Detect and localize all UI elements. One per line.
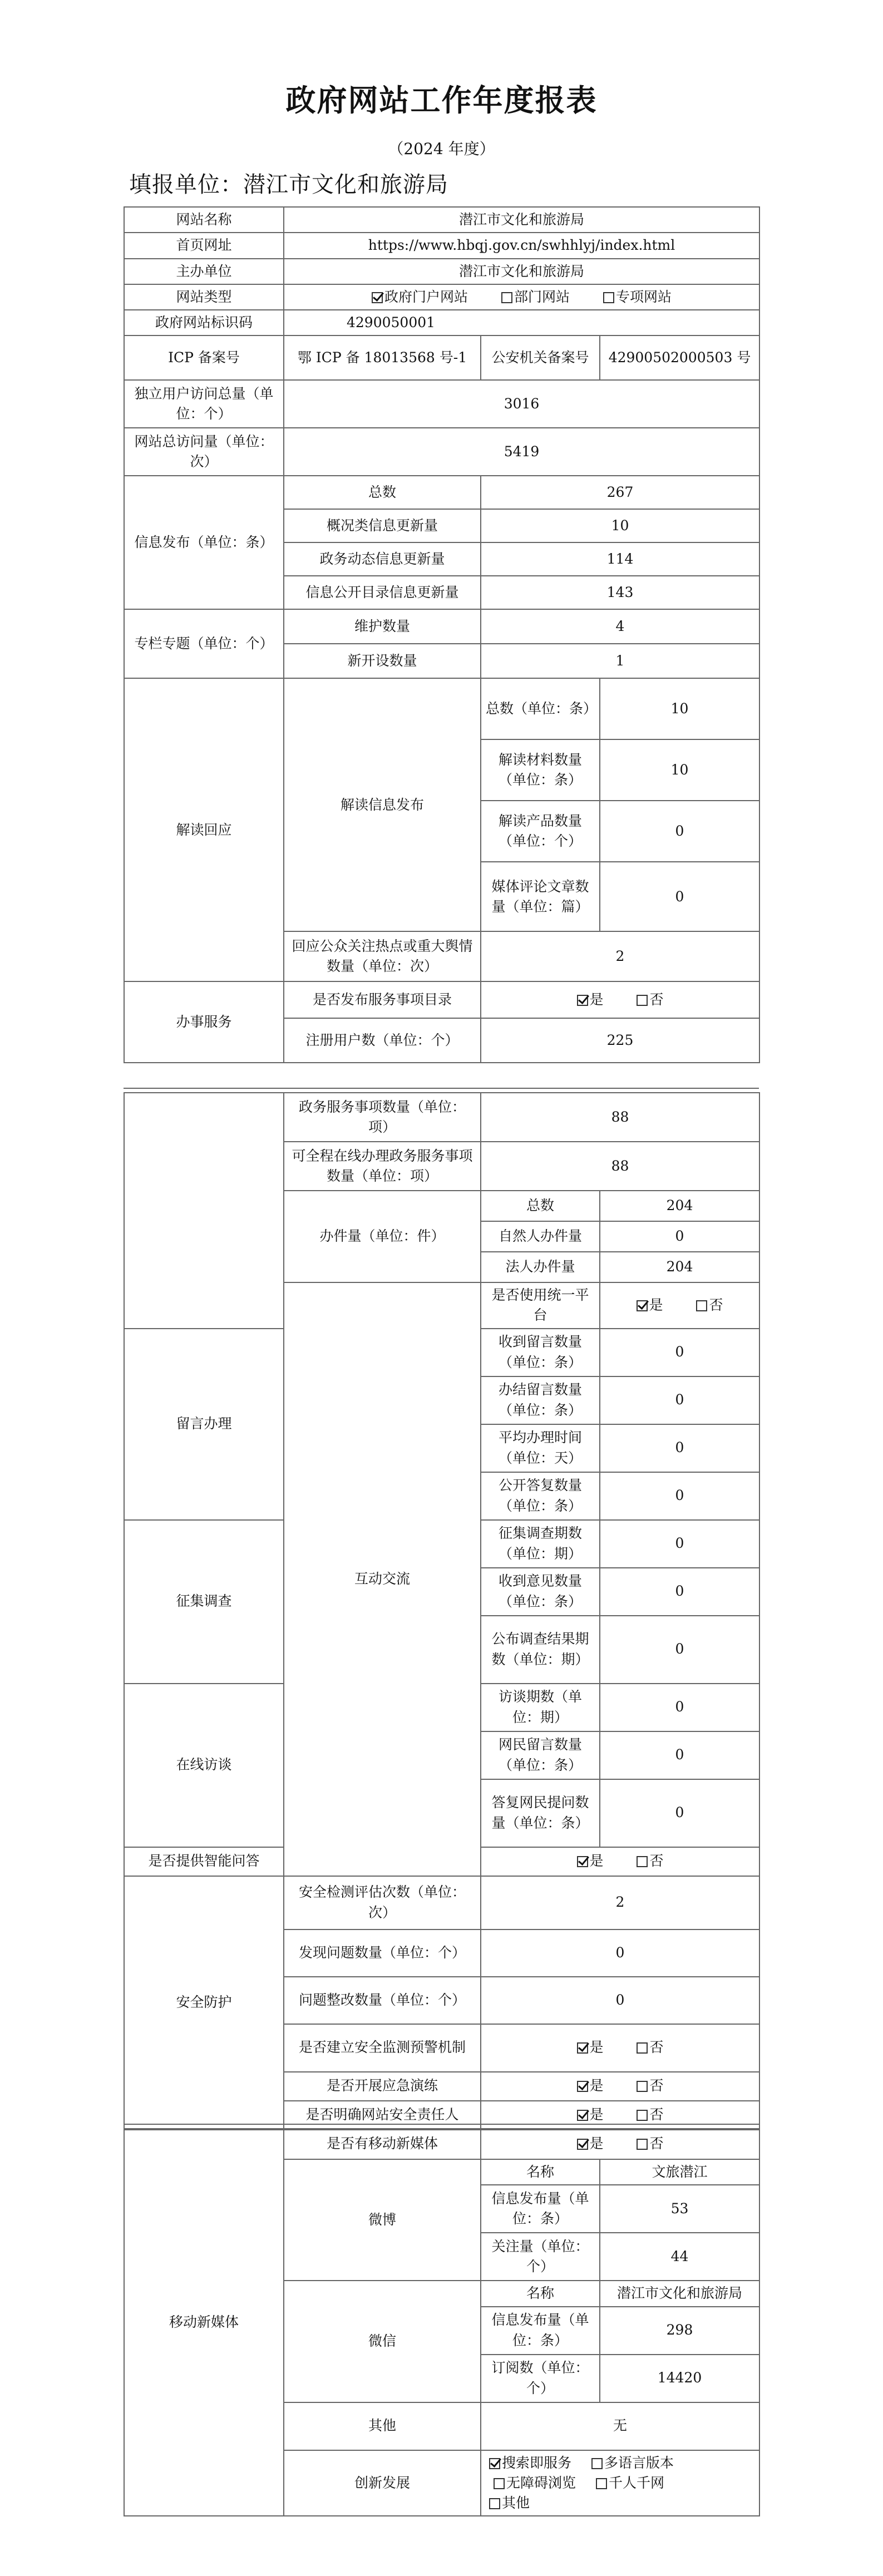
checkbox-icon (596, 2478, 607, 2489)
yes-option[interactable] (577, 2076, 604, 2096)
smart-qa-options (481, 1847, 759, 1876)
survey-row-label: 收到意见数量（单位：条） (481, 1568, 600, 1616)
report-year: （2024 年度） (388, 140, 495, 158)
warn-options (481, 2024, 759, 2072)
checked-box-icon (577, 1856, 588, 1867)
msg-label: 留言办理 (124, 1329, 284, 1520)
yes-option[interactable] (577, 2105, 604, 2125)
items-label: 政务服务事项数量（单位：项） (284, 1093, 481, 1142)
catalog-label: 是否发布服务事项目录 (284, 981, 481, 1018)
msg-row-label: 平均办理时间（单位：天） (481, 1424, 600, 1472)
checkbox-icon (637, 995, 648, 1006)
handle-row-label: 总数 (481, 1191, 600, 1221)
interact-label: 互动交流 (284, 1282, 481, 1876)
pv-label: 网站总访问量（单位：次） (124, 428, 284, 476)
checked-box-icon (637, 1300, 648, 1311)
online-value: 88 (481, 1142, 759, 1191)
interpret-row-value: 10 (600, 678, 759, 739)
handle-row-value: 204 (600, 1191, 759, 1221)
checked-box-icon (372, 292, 383, 303)
report-table-part-3 (124, 2128, 760, 2516)
innovate-options (481, 2450, 759, 2516)
report-title: 政府网站工作年度报表 (285, 82, 598, 118)
info-row-value: 267 (481, 476, 759, 509)
platform-options (600, 1282, 759, 1329)
column-topic-label: 专栏专题（单位：个） (124, 609, 284, 678)
survey-row-label: 公布调查结果期数（单位：期） (481, 1616, 600, 1684)
option-label: 否 (649, 991, 664, 1008)
talk-row-value: 0 (600, 1779, 759, 1847)
uv-value: 3016 (284, 380, 759, 428)
fix-label: 问题整改数量（单位：个） (284, 1977, 481, 2024)
service-label-cont (124, 1093, 284, 1329)
sponsor-label: 主办单位 (124, 259, 284, 284)
interpret-row-value: 0 (600, 801, 759, 862)
weibo-row-value: 53 (600, 2185, 759, 2233)
fix-value: 0 (481, 1977, 759, 2024)
innovate-option-personalized[interactable] (596, 2473, 664, 2493)
interpret-sub-label: 解读信息发布 (284, 678, 481, 931)
interpret-label: 解读回应 (124, 678, 284, 981)
checkbox-icon (501, 292, 512, 303)
checked-box-icon (577, 2139, 588, 2150)
service-label: 办事服务 (124, 981, 284, 1063)
option-label: 是 (649, 1297, 663, 1314)
site-id-value: 4290050001 (284, 310, 759, 335)
option-label: 是 (589, 2106, 604, 2123)
info-row-label: 信息公开目录信息更新量 (284, 576, 481, 609)
talk-label: 在线访谈 (124, 1684, 284, 1847)
checked-box-icon (489, 2458, 500, 2469)
msg-row-value: 0 (600, 1376, 759, 1424)
interpret-row-value: 0 (600, 862, 759, 931)
talk-row-label: 答复网民提问数量（单位：条） (481, 1779, 600, 1847)
column-row-value: 1 (481, 644, 759, 678)
has-media-options (481, 2129, 759, 2159)
talk-row-label: 访谈期数（单位：期） (481, 1684, 600, 1731)
innovate-option-other[interactable] (489, 2493, 530, 2513)
sponsor-value: 潜江市文化和旅游局 (284, 259, 759, 284)
info-publish-label: 信息发布（单位：条） (124, 476, 284, 609)
users-label: 注册用户数（单位：个） (284, 1018, 481, 1063)
option-label: 否 (649, 2077, 664, 2094)
wechat-row-label: 名称 (481, 2281, 600, 2306)
police-record-label: 公安机关备案号 (481, 335, 600, 380)
wechat-row-value: 298 (600, 2307, 759, 2355)
hot-response-label: 回应公众关注热点或重大舆情数量（单位：次） (284, 931, 481, 981)
weibo-row-value: 文旅潜江 (600, 2159, 759, 2185)
survey-label: 征集调查 (124, 1520, 284, 1684)
checkbox-icon (489, 2498, 500, 2509)
checkbox-icon (603, 292, 614, 303)
option-label: 搜索即服务 (502, 2454, 572, 2471)
responsible-label: 是否明确网站安全责任人 (284, 2101, 481, 2130)
option-label: 否 (649, 1853, 664, 1869)
column-row-label: 新开设数量 (284, 644, 481, 678)
icp-value: 鄂 ICP 备 18013568 号-1 (284, 335, 481, 380)
no-option[interactable] (637, 1851, 663, 1871)
responsible-options (481, 2101, 759, 2130)
catalog-options (481, 981, 759, 1018)
handle-row-label: 自然人办件量 (481, 1221, 600, 1252)
interpret-row-label: 解读材料数量（单位：条） (481, 739, 600, 801)
no-option[interactable] (637, 2134, 663, 2154)
yes-option[interactable] (577, 2037, 604, 2057)
yes-option[interactable] (577, 1851, 604, 1871)
talk-row-value: 0 (600, 1684, 759, 1731)
weibo-row-label: 关注量（单位：个） (481, 2233, 600, 2281)
info-row-label: 政务动态信息更新量 (284, 542, 481, 576)
msg-row-label: 公开答复数量（单位：条） (481, 1472, 600, 1520)
online-label: 可全程在线办理政务服务事项数量（单位：项） (284, 1142, 481, 1191)
option-label: 政府门户网站 (384, 288, 468, 305)
type-option-special[interactable] (603, 287, 672, 307)
option-label: 否 (709, 1297, 723, 1314)
option-label: 否 (649, 2106, 664, 2123)
no-option[interactable] (637, 990, 663, 1010)
option-label: 专项网站 (615, 288, 672, 305)
msg-row-value: 0 (600, 1472, 759, 1520)
has-media-label: 是否有移动新媒体 (284, 2129, 481, 2159)
found-value: 0 (481, 1929, 759, 1977)
found-label: 发现问题数量（单位：个） (284, 1929, 481, 1977)
site-id-label: 政府网站标识码 (124, 310, 284, 335)
type-option-portal[interactable] (372, 287, 468, 307)
weibo-row-label: 名称 (481, 2159, 600, 2185)
msg-row-value: 0 (600, 1329, 759, 1376)
users-value: 225 (481, 1018, 759, 1063)
survey-row-value: 0 (600, 1568, 759, 1616)
handle-row-label: 法人办件量 (481, 1252, 600, 1282)
msg-row-value: 0 (600, 1424, 759, 1472)
option-label: 是 (589, 991, 604, 1008)
icp-label: ICP 备案号 (124, 335, 284, 380)
yes-option[interactable] (577, 990, 604, 1010)
innovate-option-search[interactable] (489, 2453, 571, 2473)
checked-box-icon (577, 2081, 588, 2092)
type-option-department[interactable] (501, 287, 570, 307)
handle-label: 办件量（单位：件） (284, 1191, 481, 1282)
checkbox-icon (696, 1300, 707, 1311)
site-name-label: 网站名称 (124, 207, 284, 233)
option-label: 多语言版本 (604, 2454, 674, 2471)
wechat-row-value: 潜江市文化和旅游局 (600, 2281, 759, 2306)
innovate-label: 创新发展 (284, 2450, 481, 2516)
smart-qa-label: 是否提供智能问答 (124, 1847, 284, 1876)
table-separator (124, 2124, 759, 2125)
checkbox-icon (591, 2458, 603, 2469)
interpret-row-label: 媒体评论文章数量（单位：篇） (481, 862, 600, 931)
wechat-row-value: 14420 (600, 2355, 759, 2402)
handle-row-value: 0 (600, 1221, 759, 1252)
option-label: 其他 (502, 2495, 530, 2511)
checked-box-icon (577, 2042, 588, 2054)
site-type-options (284, 284, 759, 310)
column-row-value: 4 (481, 609, 759, 644)
eval-label: 安全检测评估次数（单位：次） (284, 1876, 481, 1929)
wechat-row-label: 订阅数（单位：个） (481, 2355, 600, 2402)
column-row-label: 维护数量 (284, 609, 481, 644)
no-option[interactable] (637, 2076, 663, 2096)
weibo-row-label: 信息发布量（单位：条） (481, 2185, 600, 2233)
drill-options (481, 2072, 759, 2101)
option-label: 否 (649, 2039, 664, 2056)
info-row-value: 10 (481, 509, 759, 542)
wechat-row-label: 信息发布量（单位：条） (481, 2307, 600, 2355)
checkbox-icon (637, 2081, 648, 2092)
option-label: 是 (589, 2039, 604, 2056)
other-media-label: 其他 (284, 2402, 481, 2450)
table-separator (124, 1088, 759, 1089)
checkbox-icon (494, 2478, 505, 2489)
survey-row-label: 征集调查期数（单位：期） (481, 1520, 600, 1568)
info-row-label: 总数 (284, 476, 481, 509)
info-row-label: 概况类信息更新量 (284, 509, 481, 542)
msg-row-label: 收到留言数量（单位：条） (481, 1329, 600, 1376)
talk-row-value: 0 (600, 1731, 759, 1779)
wechat-label: 微信 (284, 2281, 481, 2402)
option-label: 无障碍浏览 (506, 2474, 576, 2491)
platform-label: 是否使用统一平台 (481, 1282, 600, 1329)
option-label: 是 (589, 2135, 604, 2152)
interpret-row-value: 10 (600, 739, 759, 801)
info-row-value: 143 (481, 576, 759, 609)
handle-row-value: 204 (600, 1252, 759, 1282)
no-option[interactable] (637, 2037, 663, 2057)
pv-value: 5419 (284, 428, 759, 476)
police-record-value: 42900502000503 号 (600, 335, 759, 380)
option-label: 否 (649, 2135, 664, 2152)
report-table-part-2 (124, 1092, 760, 2130)
hot-response-value: 2 (481, 931, 759, 981)
checkbox-icon (637, 1856, 648, 1867)
site-type-label: 网站类型 (124, 284, 284, 310)
uv-label: 独立用户访问总量（单位：个） (124, 380, 284, 428)
checked-box-icon (577, 995, 588, 1006)
homepage-label: 首页网址 (124, 233, 284, 258)
interpret-row-label: 解读产品数量（单位：个） (481, 801, 600, 862)
yes-option[interactable] (637, 1295, 663, 1315)
warn-label: 是否建立安全监测预警机制 (284, 2024, 481, 2072)
media-label: 移动新媒体 (124, 2129, 284, 2516)
info-row-value: 114 (481, 542, 759, 576)
checked-box-icon (577, 2110, 588, 2121)
msg-row-label: 办结留言数量（单位：条） (481, 1376, 600, 1424)
talk-row-label: 网民留言数量（单位：条） (481, 1731, 600, 1779)
site-name-value: 潜江市文化和旅游局 (284, 207, 759, 233)
yes-option[interactable] (577, 2134, 604, 2154)
survey-row-value: 0 (600, 1520, 759, 1568)
checkbox-icon (637, 2042, 648, 2054)
no-option[interactable] (637, 2105, 663, 2125)
innovate-option-accessible[interactable] (494, 2473, 576, 2493)
option-label: 是 (589, 1853, 604, 1869)
option-label: 千人千网 (608, 2474, 664, 2491)
checkbox-icon (637, 2139, 648, 2150)
option-label: 是 (589, 2077, 604, 2094)
items-value: 88 (481, 1093, 759, 1142)
homepage-url: https://www.hbqj.gov.cn/swhhlyj/index.html (284, 233, 759, 258)
drill-label: 是否开展应急演练 (284, 2072, 481, 2101)
innovate-option-multilang[interactable] (591, 2453, 674, 2473)
checkbox-icon (637, 2110, 648, 2121)
reporting-unit: 填报单位：潜江市文化和旅游局 (129, 172, 448, 198)
eval-value: 2 (481, 1876, 759, 1929)
weibo-label: 微博 (284, 2159, 481, 2281)
security-label: 安全防护 (124, 1876, 284, 2130)
interpret-row-label: 总数（单位：条） (481, 678, 600, 739)
option-label: 部门网站 (514, 288, 570, 305)
report-table-part-1 (124, 206, 760, 1063)
no-option[interactable] (696, 1295, 723, 1315)
survey-row-value: 0 (600, 1616, 759, 1684)
weibo-row-value: 44 (600, 2233, 759, 2281)
other-media-value: 无 (481, 2402, 759, 2450)
